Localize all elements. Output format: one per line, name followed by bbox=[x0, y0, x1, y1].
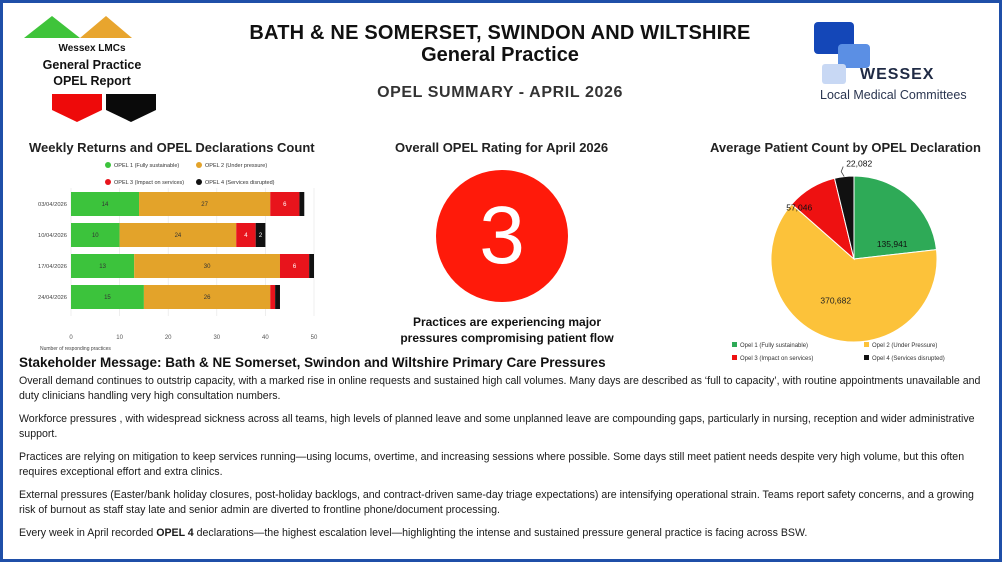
bar-segment bbox=[309, 254, 314, 278]
x-tick-label: 10 bbox=[116, 335, 123, 341]
legend-marker bbox=[105, 162, 111, 168]
legend-label: OPEL 1 (Fully sustainable) bbox=[114, 163, 180, 169]
bar-data-label: 27 bbox=[201, 202, 208, 208]
legend-label: OPEL 3 (Impact on services) bbox=[114, 180, 185, 186]
bar-segment bbox=[270, 285, 275, 309]
bar-data-label: 24 bbox=[174, 233, 182, 239]
legend-marker bbox=[196, 179, 202, 185]
bar-segment bbox=[299, 192, 304, 216]
message-paragraph-1: Overall demand continues to outstrip capacity, with a marked rise in online requests and sustained high call volumes. Many days are described as ‘full to capacity’, with routine appointments unavailable and duty clinicians handling very high consultation numbers. bbox=[19, 375, 981, 402]
logo-word-wessex: WESSEX bbox=[860, 66, 935, 83]
x-tick-label: 30 bbox=[213, 335, 221, 341]
legend-marker bbox=[864, 342, 869, 347]
page-title: BATH & NE SOMERSET, SWINDON AND WILTSHIRE bbox=[249, 22, 751, 44]
message-paragraph-2: Workforce pressures , with widespread sickness across all teams, high levels of planned leave and some unplanned leave are compounding gaps, particularly in nursing, reception and wider administrative support. bbox=[19, 413, 975, 440]
bar-data-label: 2 bbox=[258, 233, 263, 239]
weekly-chart-title: Weekly Returns and OPEL Declarations Count bbox=[29, 140, 315, 155]
x-tick-label: 50 bbox=[310, 335, 318, 341]
page-subtitle: OPEL SUMMARY - APRIL 2026 bbox=[377, 84, 623, 101]
pie-data-label: 22,082 bbox=[846, 160, 873, 169]
bar-data-label: 14 bbox=[101, 202, 109, 208]
legend-marker bbox=[196, 162, 202, 168]
average-pie-chart bbox=[716, 160, 996, 370]
weekly-bar-chart bbox=[12, 156, 342, 356]
pie-chart-title: Average Patient Count by OPEL Declaration bbox=[710, 140, 981, 155]
x-axis-label: Number of responding practices bbox=[40, 346, 111, 352]
x-tick-label: 0 bbox=[69, 335, 73, 341]
legend-label: Opel 3 (Impact on services) bbox=[740, 356, 814, 362]
logo-line1: Wessex LMCs bbox=[58, 43, 126, 54]
rating-description: Practices are experiencing major pressures compromising patient flow bbox=[400, 315, 614, 345]
message-paragraph-5 bbox=[19, 526, 981, 541]
message-paragraph-4: External pressures (Easter/bank holiday closures, post-holiday backlogs, and contract-driven same-day triage expectations) are intensifying operational strain. Teams report safety concerns, and a growing risk of burnout as staff stay late and senior admin are diverted to frontline phone/document processing. bbox=[19, 489, 974, 516]
legend-label: OPEL 2 (Under pressure) bbox=[205, 163, 268, 169]
bar-data-label: 10 bbox=[91, 233, 99, 239]
message-p5-bold: OPEL 4 bbox=[156, 527, 194, 539]
page-title-line2: General Practice bbox=[421, 44, 579, 66]
message-heading: Stakeholder Message: Bath & NE Somerset, Swindon and Wiltshire Primary Care Pressures bbox=[19, 355, 606, 370]
bar-segment bbox=[275, 285, 280, 309]
legend-label: Opel 1 (Fully sustainable) bbox=[740, 343, 809, 349]
legend-marker bbox=[732, 342, 737, 347]
bar-data-label: 26 bbox=[203, 295, 211, 301]
bar-data-label: 6 bbox=[292, 264, 297, 270]
legend-label: OPEL 4 (Services disrupted) bbox=[205, 180, 275, 186]
wessex-lmcs-logo bbox=[22, 12, 162, 124]
rating-title: Overall OPEL Rating for April 2026 bbox=[395, 140, 609, 155]
legend-label: Opel 4 (Services disrupted) bbox=[872, 356, 945, 362]
bar-data-label: 13 bbox=[99, 264, 106, 270]
category-label: 03/04/2026 bbox=[37, 202, 67, 208]
pie-leader-line bbox=[841, 167, 844, 177]
bar-data-label: 15 bbox=[104, 295, 111, 301]
category-label: 10/04/2026 bbox=[37, 233, 67, 239]
pie-data-label: 57,046 bbox=[786, 202, 813, 213]
report-header bbox=[180, 22, 820, 102]
message-p5-start: Every week in April recorded bbox=[19, 527, 157, 539]
legend-label: Opel 2 (Under Pressure) bbox=[872, 343, 938, 349]
message-paragraph-3: Practices are relying on mitigation to keep services running—using locums, overtime, and increasing sessions where possible. Some days still meet patient needs despite very high volume, but this often requires exceptional effort and extra clinics. bbox=[19, 451, 965, 478]
bar-data-label: 4 bbox=[244, 233, 248, 239]
x-tick-label: 20 bbox=[164, 335, 172, 341]
x-tick-label: 40 bbox=[262, 335, 269, 341]
shield-icon bbox=[50, 92, 160, 124]
wessex-logo bbox=[812, 22, 982, 106]
logo-word-lmc: Local Medical Committees bbox=[820, 88, 967, 102]
legend-marker bbox=[105, 179, 111, 185]
bar-data-label: 6 bbox=[283, 202, 287, 208]
rating-value: 3 bbox=[436, 170, 568, 302]
category-label: 17/04/2026 bbox=[37, 264, 67, 270]
message-p5-end: declarations—the highest escalation level—highlighting the intense and sustained pressure general practice is facing across BSW. bbox=[193, 527, 808, 539]
category-label: 24/04/2026 bbox=[37, 295, 67, 301]
bar-data-label: 30 bbox=[203, 264, 211, 270]
pie-data-label: 370,682 bbox=[820, 295, 852, 306]
stakeholder-message bbox=[19, 355, 981, 549]
logo-line3: OPEL Report bbox=[53, 74, 131, 88]
pie-data-label: 135,941 bbox=[876, 239, 908, 250]
roof-icon bbox=[22, 12, 162, 40]
logo-line2: General Practice bbox=[42, 58, 142, 72]
